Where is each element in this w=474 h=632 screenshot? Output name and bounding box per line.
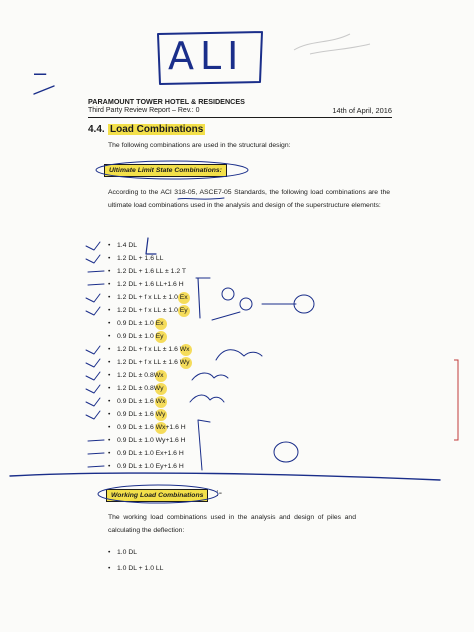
list-item: • 0.9 DL ± 1.0 Ex xyxy=(108,320,164,327)
handwritten-ali-text: ALI xyxy=(168,34,245,78)
list-item: • 1.4 DL xyxy=(108,242,138,249)
bullet-icon: • xyxy=(108,255,111,262)
bullet-icon: • xyxy=(108,268,111,275)
list-item: • 1.2 DL + f x LL ± 1.0 Ey xyxy=(108,307,188,314)
bullet-icon: • xyxy=(108,424,111,431)
bullet-icon: • xyxy=(108,242,111,249)
bullet-icon: • xyxy=(108,372,111,379)
list-item: • 0.9 DL ± 1.0 Wy+1.6 H xyxy=(108,437,186,444)
list-item: • 1.2 DL + 1.6 LL+1.6 H xyxy=(108,281,184,288)
bullet-icon: • xyxy=(108,281,111,288)
project-title: PARAMOUNT TOWER HOTEL & RESIDENCES xyxy=(88,97,245,106)
list-item: • 0.9 DL ± 1.6 Wx+1.6 H xyxy=(108,424,186,431)
list-item: • 1.0 DL + 1.0 LL xyxy=(108,565,164,572)
bullet-icon: • xyxy=(108,565,111,572)
working-load-label: Working Load Combinations xyxy=(106,489,208,502)
report-subtitle: Third Party Review Report – Rev.: 0 xyxy=(88,107,200,114)
bullet-icon: • xyxy=(108,463,111,470)
report-date: 14th of April, 2016 xyxy=(332,106,392,115)
working-paragraph: The working load combinations used in the analysis and design of piles and calculating the deflection: xyxy=(108,514,356,534)
ultimate-paragraph: According to the ACI 318-05, ASCE7-05 Standards, the following load combinations are the ultimate load combinations used in the analysis and design of the superstructure elements: xyxy=(108,189,390,209)
bullet-icon: • xyxy=(108,346,111,353)
list-item: • 1.2 DL ± 0.8Wy xyxy=(108,385,164,392)
list-item: • 1.0 DL xyxy=(108,549,138,556)
bullet-icon: • xyxy=(108,359,111,366)
bullet-icon: • xyxy=(108,294,111,301)
bullet-icon: • xyxy=(108,333,111,340)
bullet-icon: • xyxy=(108,307,111,314)
list-item: • 0.9 DL ± 1.0 Ex+1.6 H xyxy=(108,450,184,457)
list-item: • 1.2 DL + f x LL ± 1.0 Ex xyxy=(108,294,188,301)
bullet-icon: • xyxy=(108,450,111,457)
list-item: • 0.9 DL ± 1.0 Ey+1.6 H xyxy=(108,463,184,470)
list-item: • 1.2 DL + f x LL ± 1.6 Wy xyxy=(108,359,190,366)
bullet-icon: • xyxy=(108,398,111,405)
bullet-icon: • xyxy=(108,320,111,327)
working-label-suffix: :- xyxy=(216,488,223,499)
list-item: • 0.9 DL ± 1.6 Wy xyxy=(108,411,166,418)
list-item: • 1.2 DL + f x LL ± 1.6 Wx xyxy=(108,346,190,353)
section-intro: The following combinations are used in the structural design: xyxy=(108,142,291,149)
ultimate-limit-state-label: Ultimate Limit State Combinations: xyxy=(104,164,227,177)
list-item: • 0.9 DL ± 1.6 Wx xyxy=(108,398,166,405)
section-title: Load Combinations xyxy=(110,124,204,135)
section-number: 4.4. xyxy=(88,124,105,135)
bullet-icon: • xyxy=(108,549,111,556)
working-label-circle xyxy=(94,483,222,505)
list-item: • 1.2 DL + 1.6 LL xyxy=(108,255,164,262)
bullet-icon: • xyxy=(108,411,111,418)
list-item: • 1.2 DL ± 0.8Wx xyxy=(108,372,164,379)
handwritten-dash: – xyxy=(34,60,47,85)
bullet-icon: • xyxy=(108,437,111,444)
bullet-icon: • xyxy=(108,385,111,392)
list-item: • 0.9 DL ± 1.0 Ey xyxy=(108,333,164,340)
list-item: • 1.2 DL + 1.6 LL ± 1.2 T xyxy=(108,268,187,275)
